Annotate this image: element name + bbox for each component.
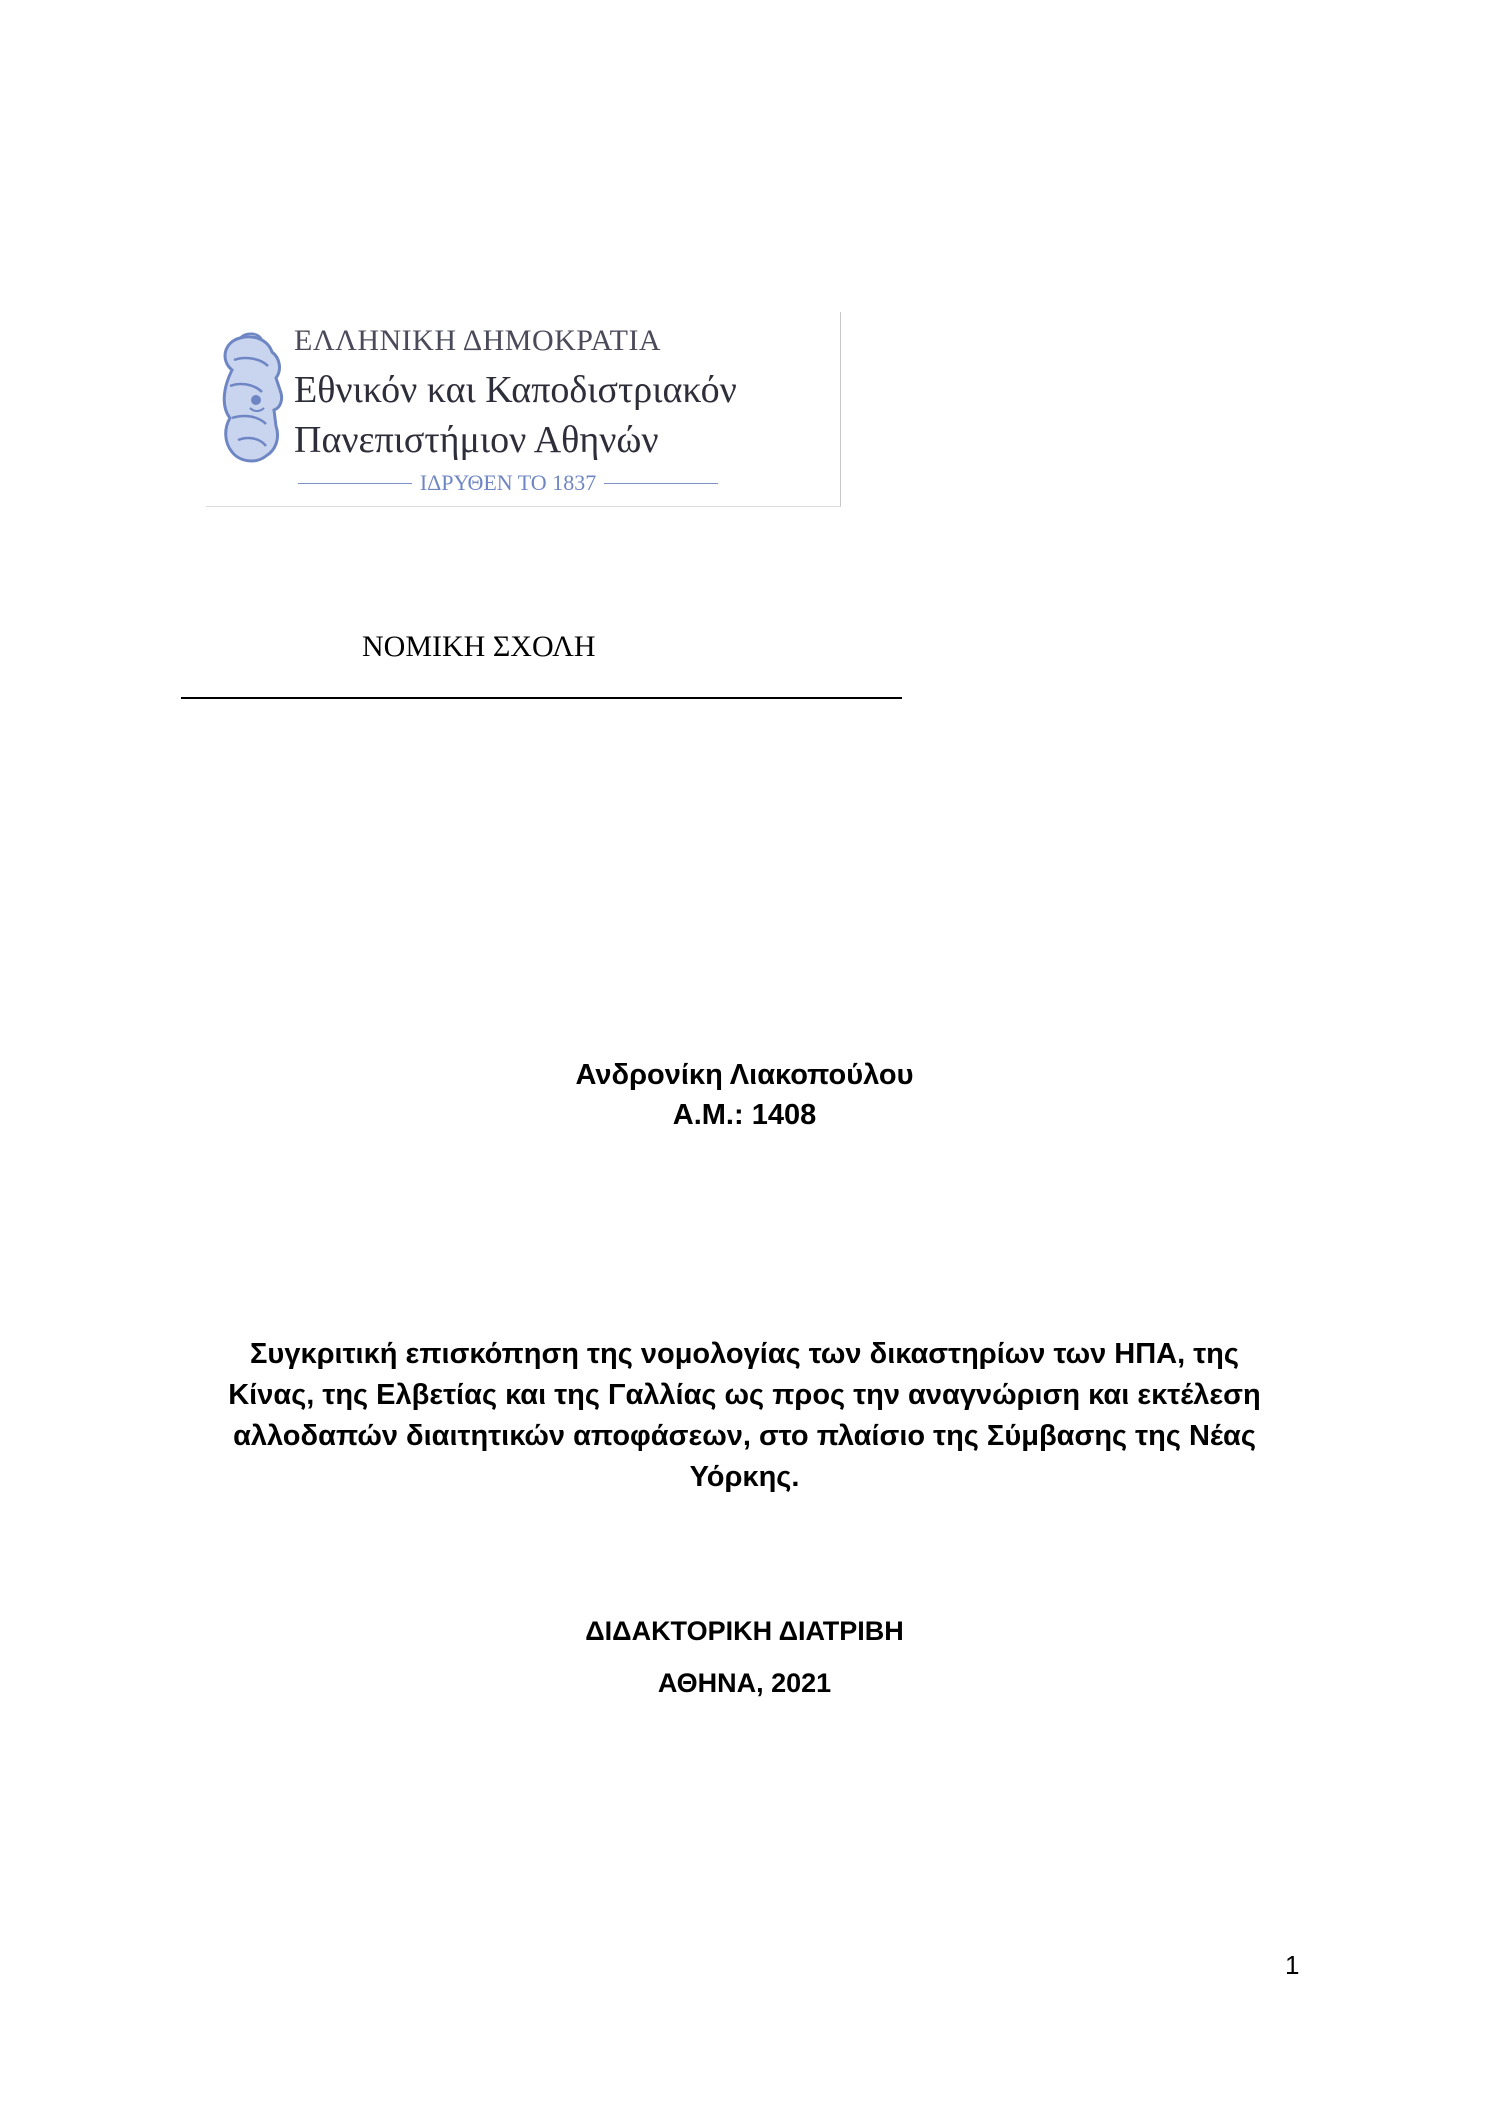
university-logo	[206, 312, 841, 507]
logo-founded-text: ΙΔΡΥΘΕΝ ΤΟ 1837	[419, 470, 597, 495]
author-block	[0, 1055, 1489, 1135]
logo-right-rule	[604, 483, 718, 484]
school-name: ΝΟΜΙΚΗ ΣΧΟΛΗ	[362, 630, 596, 663]
thesis-title-line: αλλοδαπών διαιτητικών αποφάσεων, στο πλαίσιο της Σύμβασης της Νέας	[233, 1420, 1256, 1452]
logo-university-line1: Εθνικόν και Καποδιστριακόν	[294, 369, 737, 411]
thesis-title	[200, 1334, 1289, 1498]
logo-country-line: ΕΛΛΗΝΙΚΗ ΔΗΜΟΚΡΑΤΙΑ	[294, 324, 662, 357]
thesis-title-line: Συγκριτική επισκόπηση της νομολογίας των δικαστηρίων των ΗΠΑ, της	[250, 1338, 1239, 1370]
logo-founded-row	[298, 470, 718, 496]
athena-crest-icon	[210, 330, 288, 470]
page-number: 1	[1285, 1950, 1300, 1980]
author-name: Ανδρονίκη Λιακοπούλου	[575, 1059, 914, 1091]
place-and-year: ΑΘΗΝΑ, 2021	[657, 1668, 832, 1698]
author-registration: Α.Μ.: 1408	[672, 1099, 817, 1131]
logo-university-line2: Πανεπιστήμιον Αθηνών	[294, 419, 659, 461]
logo-left-rule	[298, 483, 412, 484]
thesis-title-line: Κίνας, της Ελβετίας και της Γαλλίας ως προς την αναγνώριση και εκτέλεση	[228, 1379, 1261, 1411]
school-divider	[181, 697, 902, 699]
thesis-title-line: Υόρκης.	[689, 1461, 800, 1493]
document-type: ΔΙΔΑΚΤΟΡΙΚΗ ΔΙΑΤΡΙΒΗ	[585, 1616, 904, 1646]
